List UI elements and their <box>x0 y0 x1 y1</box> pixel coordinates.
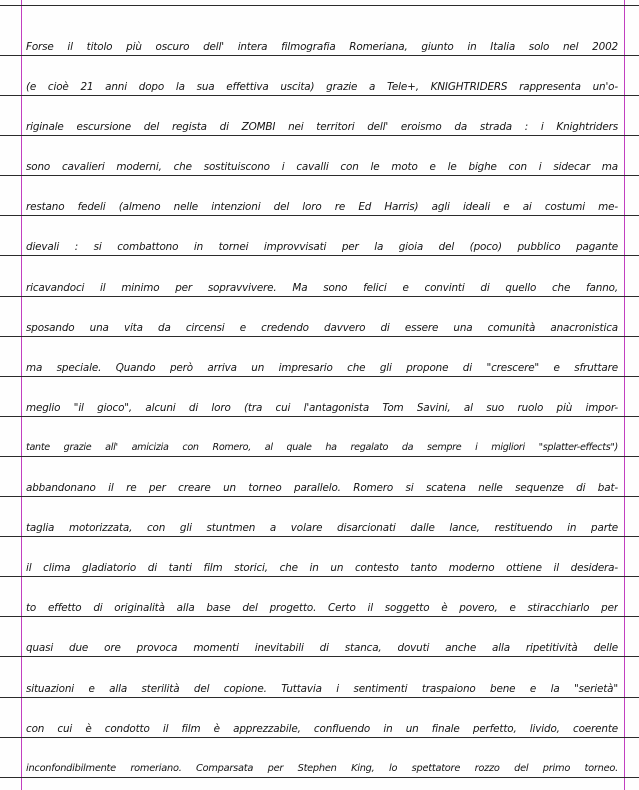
text-line: to effetto di originalità alla base del progetto. Certo il soggetto è povero, e stiracchiarlo per <box>26 602 618 614</box>
text-line: situazioni e alla sterilità del copione. Tuttavia i sentimenti traspaiono bene e la "serietà" <box>26 683 618 695</box>
text-line: meglio "il gioco", alcuni di loro (tra cui l'antagonista Tom Savini, al suo ruolo più impor- <box>26 402 618 414</box>
text-line: taglia motorizzata, con gli stuntmen a volare disarcionati dalle lance, restituendo in parte <box>26 522 618 534</box>
ruled-line <box>0 55 639 56</box>
text-line: riginale escursione del regista di ZOMBI nei territori dell' eroismo da strada : i Knightriders <box>26 121 618 133</box>
text-line: restano fedeli (almeno nelle intenzioni del loro re Ed Harris) agli ideali e ai costumi me- <box>26 201 618 213</box>
text-line: sono cavalieri moderni, che sostituiscono i cavalli con le moto e le bighe con i sidecar ma <box>26 161 618 173</box>
ruled-line <box>0 255 639 256</box>
text-line: dievali : si combattono in tornei improvvisati per la gioia del (poco) pubblico pagante <box>26 241 618 253</box>
ruled-line <box>0 5 639 6</box>
text-line: abbandonano il re per creare un torneo parallelo. Romero si scatena nelle sequenze di bat- <box>26 482 618 494</box>
text-line: quasi due ore provoca momenti inevitabili di stanca, dovuti anche alla ripetitività delle <box>26 642 618 654</box>
ruled-line <box>0 496 639 497</box>
left-margin-line <box>21 0 22 790</box>
ruled-line <box>0 656 639 657</box>
text-line: (e cioè 21 anni dopo la sua effettiva uscita) grazie a Tele+, KNIGHTRIDERS rappresenta un'o- <box>26 81 618 93</box>
text-line: con cui è condotto il film è apprezzabile, confluendo in un finale perfetto, livido, coerente <box>26 723 618 735</box>
ruled-line <box>0 616 639 617</box>
ruled-line <box>0 416 639 417</box>
ruled-line <box>0 777 639 778</box>
ruled-line <box>0 175 639 176</box>
text-line: inconfondibilmente romeriano. Comparsata per Stephen King, lo spettatore rozzo del primo torneo. <box>26 763 618 774</box>
ruled-line <box>0 135 639 136</box>
ruled-line <box>0 456 639 457</box>
ruled-line <box>0 737 639 738</box>
text-line: ricavandoci il minimo per sopravvivere. Ma sono felici e convinti di quello che fanno, <box>26 282 618 294</box>
text-line: il clima gladiatorio di tanti film storici, che in un contesto tanto moderno ottiene il desidera- <box>26 562 618 574</box>
ruled-line <box>0 376 639 377</box>
text-line: tante grazie all' amicizia con Romero, al quale ha regalato da sempre i migliori "splatter-effects") <box>26 442 618 453</box>
ruled-line <box>0 536 639 537</box>
text-line: ma speciale. Quando però arriva un impresario che gli propone di "crescere" e sfruttare <box>26 362 618 374</box>
text-line: Forse il titolo più oscuro dell' intera filmografia Romeriana, giunto in Italia solo nel 2002 <box>26 41 618 53</box>
ruled-line <box>0 576 639 577</box>
ruled-line <box>0 215 639 216</box>
text-line: sposando una vita da circensi e credendo davvero di essere una comunità anacronistica <box>26 322 618 334</box>
ruled-line <box>0 95 639 96</box>
ruled-line <box>0 336 639 337</box>
ruled-line <box>0 296 639 297</box>
ruled-line <box>0 697 639 698</box>
right-margin-line <box>624 0 625 790</box>
